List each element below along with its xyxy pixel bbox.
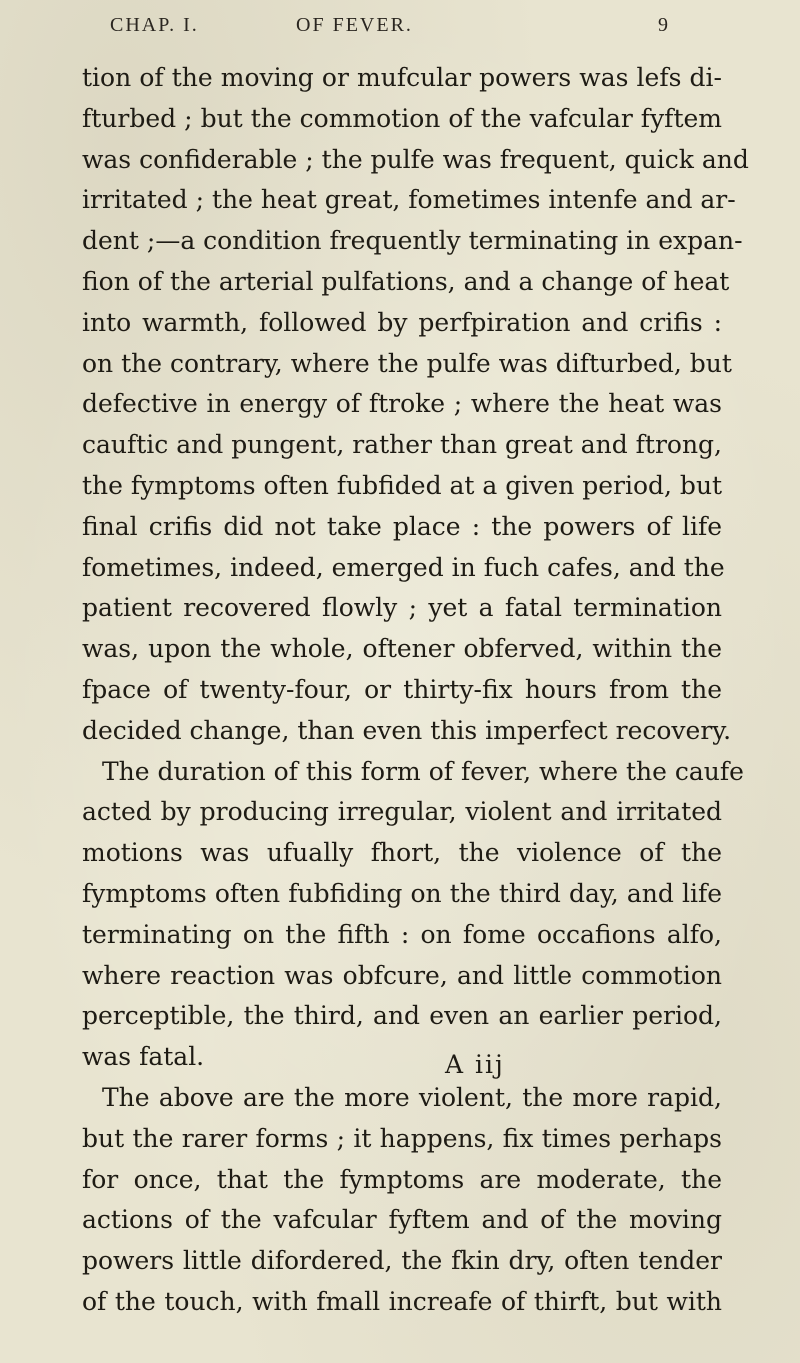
text-line: acted by producing irregular, violent and irritated (82, 797, 722, 827)
text-line: fometimes, indeed, emerged in fuch cafes, and the (82, 552, 725, 582)
signature-mark: A iij (445, 1050, 505, 1079)
text-line: irritated ; the heat great, fometimes intenfe and ar- (82, 185, 736, 215)
text-line: cauftic and pungent, rather than great and ftrong, (82, 430, 723, 460)
text-line: where reaction was obfcure, and little commotion (82, 960, 722, 990)
text-line: dent ;—a condition frequently terminating in expan- (82, 226, 743, 256)
text-line: fpace of twenty-four, or thirty-fix hours from the (82, 674, 722, 704)
text-line: The duration of this form of fever, where the caufe (102, 756, 744, 786)
body-text (82, 58, 749, 1323)
text-line: fturbed ; but the commotion of the vafcular fyftem (82, 103, 722, 133)
text-line: on the contrary, where the pulfe was difturbed, but (82, 348, 732, 378)
text-line: actions of the vafcular fyftem and of the moving (82, 1205, 722, 1235)
text-line: was fatal. (82, 1042, 205, 1072)
text-line: patient recovered flowly ; yet a fatal termination (82, 593, 722, 623)
text-line: perceptible, the third, and even an earlier period, (82, 1001, 722, 1031)
text-line: fymptoms often fubfiding on the third day, and life (82, 878, 722, 908)
text-line: the fymptoms often fubfided at a given period, but (82, 470, 723, 500)
running-header (110, 14, 670, 54)
text-line: final crifis did not take place : the powers of life (82, 511, 722, 541)
text-line: powers little difordered, the fkin dry, often tender (82, 1246, 722, 1276)
text-line: tion of the moving or mufcular powers was lefs di- (82, 63, 722, 92)
running-title: OF FEVER. (296, 14, 413, 36)
text-line: terminating on the fifth : on fome occafions alfo, (82, 919, 722, 949)
text-line: but the rarer forms ; it happens, fix times perhaps (82, 1123, 722, 1153)
text-line: for once, that the fymptoms are moderate, the (82, 1164, 722, 1194)
page-number: 9 (658, 14, 670, 36)
text-line: was confiderable ; the pulfe was frequent, quick and (82, 144, 749, 174)
text-line: The above are the more violent, the more rapid, (102, 1082, 722, 1112)
text-line: was, upon the whole, oftener obferved, within the (82, 634, 722, 664)
text-line: of the touch, with fmall increafe of thirft, but with (82, 1286, 722, 1316)
text-line: into warmth, followed by perfpiration and crifis : (82, 307, 722, 337)
text-line: motions was ufually fhort, the violence of the (82, 838, 722, 868)
text-line: defective in energy of ftroke ; where the heat was (82, 389, 722, 419)
text-line: decided change, than even this imperfect recovery. (82, 715, 732, 745)
text-line: fion of the arterial pulfations, and a change of heat (82, 266, 730, 296)
chapter-label: CHAP. I. (110, 14, 199, 36)
